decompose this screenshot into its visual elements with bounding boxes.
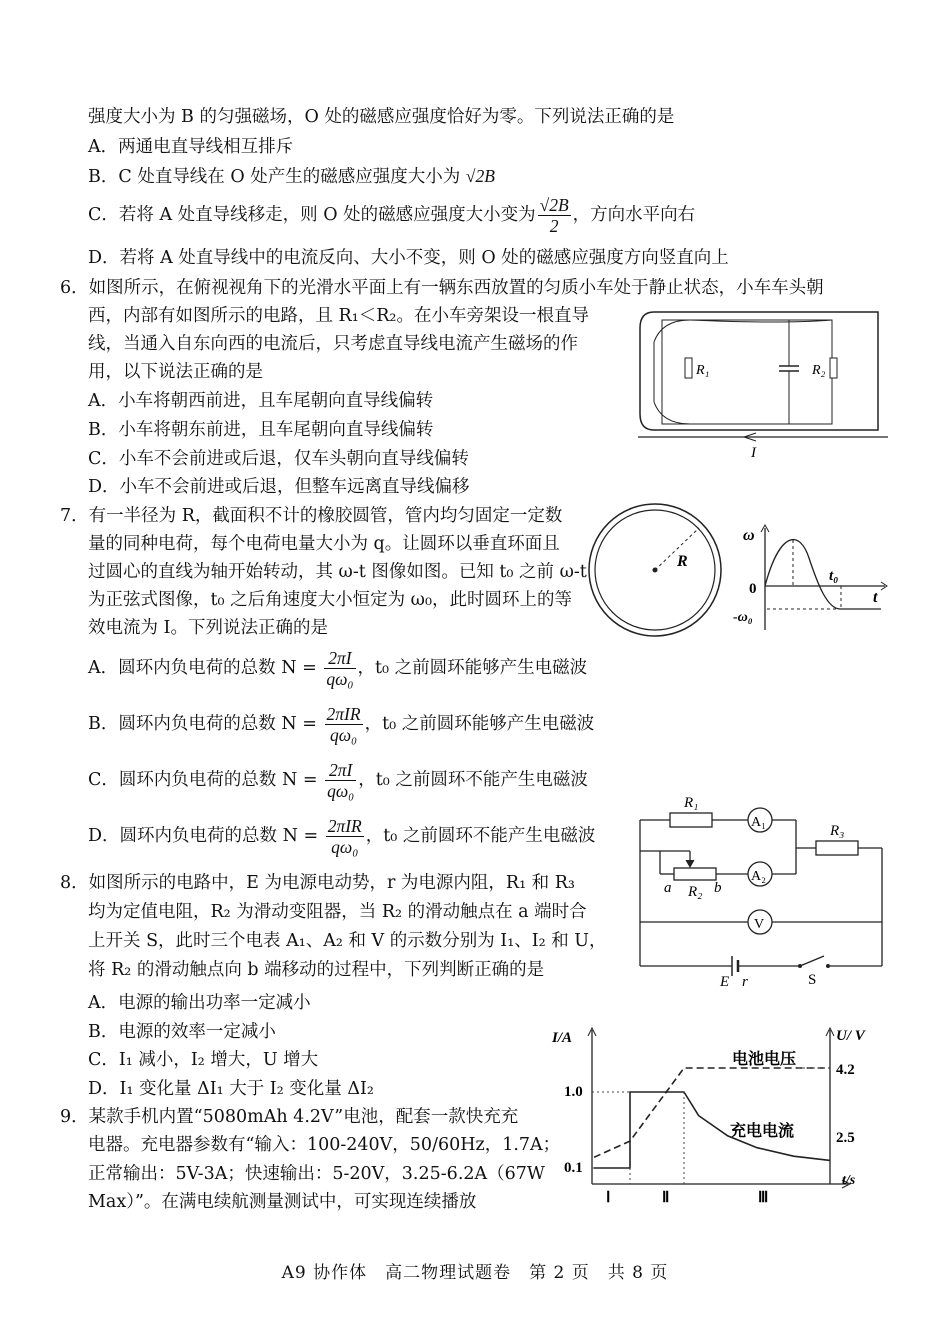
label-origin: 0 — [749, 581, 757, 597]
q7-option-c — [88, 757, 588, 803]
q8-line2: 均为定值电阻，R₂ 为滑动变阻器，当 R₂ 的滑动触点在 a 端时合 — [88, 902, 587, 922]
q6-line4: 用，以下说法正确的是 — [88, 362, 263, 382]
q8-line3: 上开关 S，此时三个电表 A₁、A₂ 和 V 的示数分别为 I₁、I₂ 和 U， — [88, 931, 607, 951]
q8-option-d: D．I₁ 变化量 ΔI₁ 大于 I₂ 变化量 ΔI₂ — [88, 1079, 374, 1099]
fraction-denominator: 2 — [549, 216, 559, 236]
q7-option-b — [88, 701, 594, 747]
option-text: B．圆环内负电荷的总数 N = — [88, 714, 323, 734]
ring-omega-figure — [585, 500, 890, 640]
q5-option-b-math: √2B — [465, 166, 495, 186]
option-tail: ，t₀ 之前圆环不能产生电磁波 — [365, 826, 596, 846]
charging-chart — [548, 1016, 888, 1206]
q5-option-d: D．若将 A 处直导线中的电流反向、大小不变，则 O 处的磁感应强度方向竖直向上 — [88, 248, 729, 268]
option-tail: ，t₀ 之前圆环能够产生电磁波 — [357, 658, 588, 678]
label-omega: ω — [743, 527, 755, 544]
q5-option-c-text: C．若将 A 处直导线移走，则 O 处的磁感应强度大小变为 — [88, 205, 536, 225]
option-fraction — [326, 816, 364, 857]
label-s: S — [808, 972, 817, 988]
tick-left-0.1: 0.1 — [564, 1160, 583, 1176]
label-e: E — [720, 974, 730, 988]
label-a: a — [664, 880, 672, 896]
q7-line4: 为正弦式图像，t₀ 之后角速度大小恒定为 ω₀，此时圆环上的等 — [88, 590, 572, 610]
option-fraction — [324, 648, 355, 689]
q6-option-b: B．小车将朝东前进，且车尾朝向直导线偏转 — [88, 420, 434, 440]
q6-line1: 6．如图所示，在俯视视角下的光滑水平面上有一辆东西放置的匀质小车处于静止状态，小车车头朝 — [60, 278, 824, 298]
resistor-r3 — [816, 841, 858, 855]
stage-label-3: Ⅲ — [758, 1190, 769, 1206]
q7-line2: 量的同种电荷，每个电荷电量大小为 q。让圆环以垂直环面且 — [88, 534, 560, 554]
q6-option-d: D．小车不会前进或后退，但整车远离直导线偏移 — [88, 477, 470, 497]
label-t: t — [873, 589, 878, 606]
fraction-denominator: qω₀ — [329, 725, 358, 745]
label-neg-omega0: -ω₀ — [733, 610, 753, 625]
fraction-numerator: 2πIR — [326, 704, 361, 724]
option-fraction — [325, 760, 356, 801]
x-label: t/s — [842, 1173, 856, 1188]
q6-option-a: A．小车将朝西前进，且车尾朝向直导线偏转 — [88, 391, 434, 411]
fraction-numerator: 2πIR — [327, 816, 362, 836]
label-current: I — [751, 445, 756, 461]
q6-line3: 线，当通入自东向西的电流后，只考虑直导线电流产生磁场的作 — [88, 334, 578, 354]
label-v: V — [754, 917, 765, 932]
q7-option-a — [88, 645, 587, 691]
tick-right-4.2: 4.2 — [836, 1062, 855, 1078]
car-circuit-figure — [632, 302, 894, 467]
page-footer: A9 协作体 高二物理试题卷 第 2 页 共 8 页 — [281, 1263, 669, 1283]
label-a2: A₂ — [751, 869, 766, 884]
fraction-denominator: qω₀ — [327, 781, 355, 801]
fraction-denominator: qω₀ — [331, 837, 359, 857]
option-text: A．圆环内负电荷的总数 N = — [88, 658, 323, 678]
label-r1: R₁ — [684, 795, 699, 811]
y-right-label: U/ V — [836, 1028, 865, 1044]
legend-current: 充电电流 — [730, 1123, 795, 1140]
stage-label-2: Ⅱ — [662, 1190, 670, 1206]
label-r2: R₂ — [812, 363, 826, 378]
q9-line1: 9．某款手机内置“5080mAh 4.2V”电池，配套一款快充充 — [60, 1107, 519, 1127]
option-text: D．圆环内负电荷的总数 N = — [88, 826, 324, 846]
q7-line1: 7．有一半径为 R，截面积不计的橡胶圆管，管内均匀固定一定数 — [60, 506, 563, 526]
q6-option-c: C．小车不会前进或后退，仅车头朝向直导线偏转 — [88, 449, 469, 469]
fraction-denominator: qω₀ — [326, 669, 354, 689]
option-tail: ，t₀ 之前圆环不能产生电磁波 — [358, 770, 588, 790]
fraction-numerator: √2B — [539, 195, 569, 215]
fraction-numerator: 2πI — [325, 760, 356, 781]
q6-line2: 西，内部有如图所示的电路，且 R₁＜R₂。在小车旁架设一根直导 — [88, 306, 589, 326]
q8-option-a: A．电源的输出功率一定减小 — [88, 993, 311, 1013]
q5-stem: 强度大小为 B 的匀强磁场，O 处的磁感应强度恰好为零。下列说法正确的是 — [88, 107, 675, 127]
q5-option-c-fraction — [538, 195, 571, 236]
q9-line2: 电器。充电器参数有“输入：100-240V，50/60Hz，1.7A； — [88, 1135, 561, 1155]
option-tail: ，t₀ 之前圆环能够产生电磁波 — [364, 714, 595, 734]
legend-voltage: 电池电压 — [732, 1051, 797, 1068]
series-charging-current — [594, 1092, 830, 1168]
switch-icon — [800, 956, 824, 966]
q5-option-b — [88, 164, 495, 189]
q8-line4: 将 R₂ 的滑动触点向 b 端移动的过程中，下列判断正确的是 — [88, 960, 545, 980]
q9-line4: Max）”。在满电续航测量测试中，可实现连续播放 — [88, 1192, 477, 1212]
q8-line1: 8．如图所示的电路中，E 为电源电动势，r 为电源内阻，R₁ 和 R₃ — [60, 873, 575, 893]
resistor-r1 — [685, 358, 692, 378]
slider-arrow-icon — [686, 860, 694, 867]
q5-option-b-text: B．C 处直导线在 O 处产生的磁感应强度大小为 — [88, 167, 466, 187]
option-text: C．圆环内负电荷的总数 N = — [88, 770, 324, 790]
resistor-r1 — [670, 813, 712, 827]
rheostat-r2 — [674, 868, 716, 880]
label-r: r — [742, 974, 748, 988]
q8-option-c: C．I₁ 减小，I₂ 增大，U 增大 — [88, 1050, 319, 1070]
label-r2: R₂ — [688, 884, 703, 900]
q7-line3: 过圆心的直线为轴开始转动，其 ω-t 图像如图。已知 t₀ 之前 ω-t — [88, 562, 587, 582]
resistor-r2 — [830, 358, 837, 378]
label-t0: t₀ — [829, 568, 839, 584]
q5-option-c — [88, 192, 695, 238]
stage-label-1: Ⅰ — [606, 1190, 611, 1206]
label-b: b — [714, 880, 722, 896]
q7-line5: 效电流为 I。下列说法正确的是 — [88, 618, 328, 638]
q5-option-a: A．两通电直导线相互排斥 — [88, 137, 294, 157]
q9-line3: 正常输出：5V-3A；快速输出：5-20V，3.25-6.2A（67W — [88, 1164, 545, 1184]
circuit-figure — [630, 788, 892, 988]
y-left-label: I/A — [552, 1030, 573, 1046]
label-r1: R₁ — [696, 363, 710, 378]
fraction-numerator: 2πI — [324, 648, 355, 669]
label-r3: R₃ — [830, 823, 845, 839]
tick-right-2.5: 2.5 — [836, 1130, 855, 1146]
option-fraction — [325, 704, 363, 745]
tick-left-1.0: 1.0 — [564, 1084, 583, 1100]
q8-option-b: B．电源的效率一定减小 — [88, 1022, 276, 1042]
label-radius: R — [677, 553, 688, 570]
label-a1: A₁ — [751, 815, 766, 830]
q5-option-c-tail: ，方向水平向右 — [572, 205, 696, 225]
q7-option-d — [88, 813, 595, 859]
